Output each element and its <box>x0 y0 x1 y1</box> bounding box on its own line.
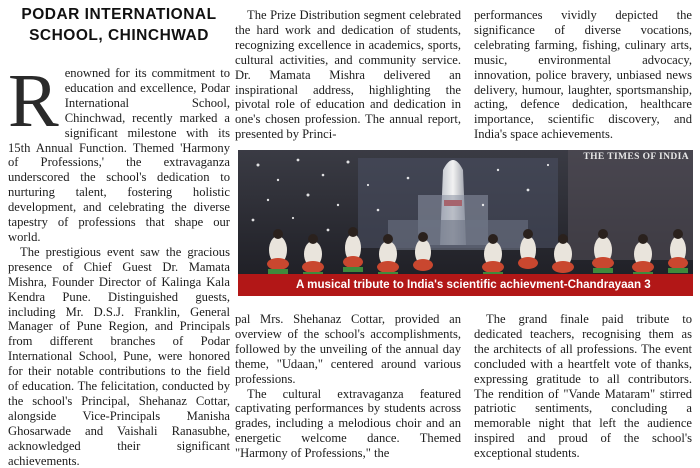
column-2-top <box>235 8 461 142</box>
headline-line-2: SCHOOL, CHINCHWAD <box>29 27 209 44</box>
article-headline <box>14 4 224 46</box>
paragraph-cultural: The cultural extravaganza featured captivating performances by students across grades, including a melodious choir and an energetic welcome dance. Themed "Harmony of Professions," the <box>235 386 461 461</box>
column-3-bottom <box>474 312 692 461</box>
photo-caption: A musical tribute to India's scientific achievment-Chandrayaan 3 <box>238 274 693 296</box>
drop-cap: R <box>8 59 59 143</box>
paragraph-guests: The prestigious event saw the gracious presence of Chief Guest Dr. Mamata Mishra, Founder Director of Kalinga Kala Kendra Pune. Distinguished guests, including Mr. D.S.J. Franklin, General Manager of Pune Region, and Principals from different branches of Podar International School, Pune, were honored for their notable contributions to the field of education. The felicitation, conducted by the school's Principal, Shehanaz Cottar, alongside Vice-Principals Manisha Ghosarwade and Vaishali Ranasubhe, acknowledged their significant achievements. <box>8 244 230 468</box>
headline-line-1: PODAR INTERNATIONAL <box>21 6 217 23</box>
paragraph-finale: The grand finale paid tribute to dedicated teachers, recognising them as the architects of all professions. The event concluded with a heartfelt vote of thanks, expressing gratitude to all contributors. The rendition of "Vande Mataram" stirred patriotic sentiments, concluding a memorable night that left the audience inspired and proud of the school's exceptional students. <box>474 312 692 461</box>
paragraph-annual-report: pal Mrs. Shehanaz Cottar, provided an overview of the school's accomplishments, followed by the unveiling of the annual day theme, "Udaan," centered around various professions. <box>235 312 461 386</box>
paragraph-prizes: The Prize Distribution segment celebrated the hard work and dedication of students, recognizing excellence in academics, sports, cultural activities, and community service. Dr. Mamata Mishra delivered an inspirational address, highlighting the pivotal role of education and dedication in one's chosen profession. The annual report, presented by Princi- <box>235 8 461 142</box>
paragraph-intro-text: enowned for its commitment to education and excellence, Podar International School, Chinchwad, recently marked a significant milestone with its 15th Annual Function. Themed 'Harmony of Professions,' the extravaganza underscored the school's dedication to nurturing talent, fostering holistic development, and celebrating the diverse tapestry of professions that shape our world. <box>8 66 230 244</box>
event-photo <box>238 150 693 296</box>
paragraph-intro <box>8 59 230 245</box>
newspaper-masthead: THE TIMES OF INDIA <box>583 152 689 162</box>
column-3-top <box>474 8 692 142</box>
paragraph-performances: performances vividly depicted the significance of diverse vocations, celebrating farming, fishing, culinary arts, music, environmental advocacy, innovation, police bravery, unbiased news delivery, humour, laughter, sportsmanship, acting, defence dedication, healthcare importance, scientific discovery, and India's space achievements. <box>474 8 692 142</box>
column-2-bottom <box>235 312 461 461</box>
column-1 <box>8 59 230 468</box>
